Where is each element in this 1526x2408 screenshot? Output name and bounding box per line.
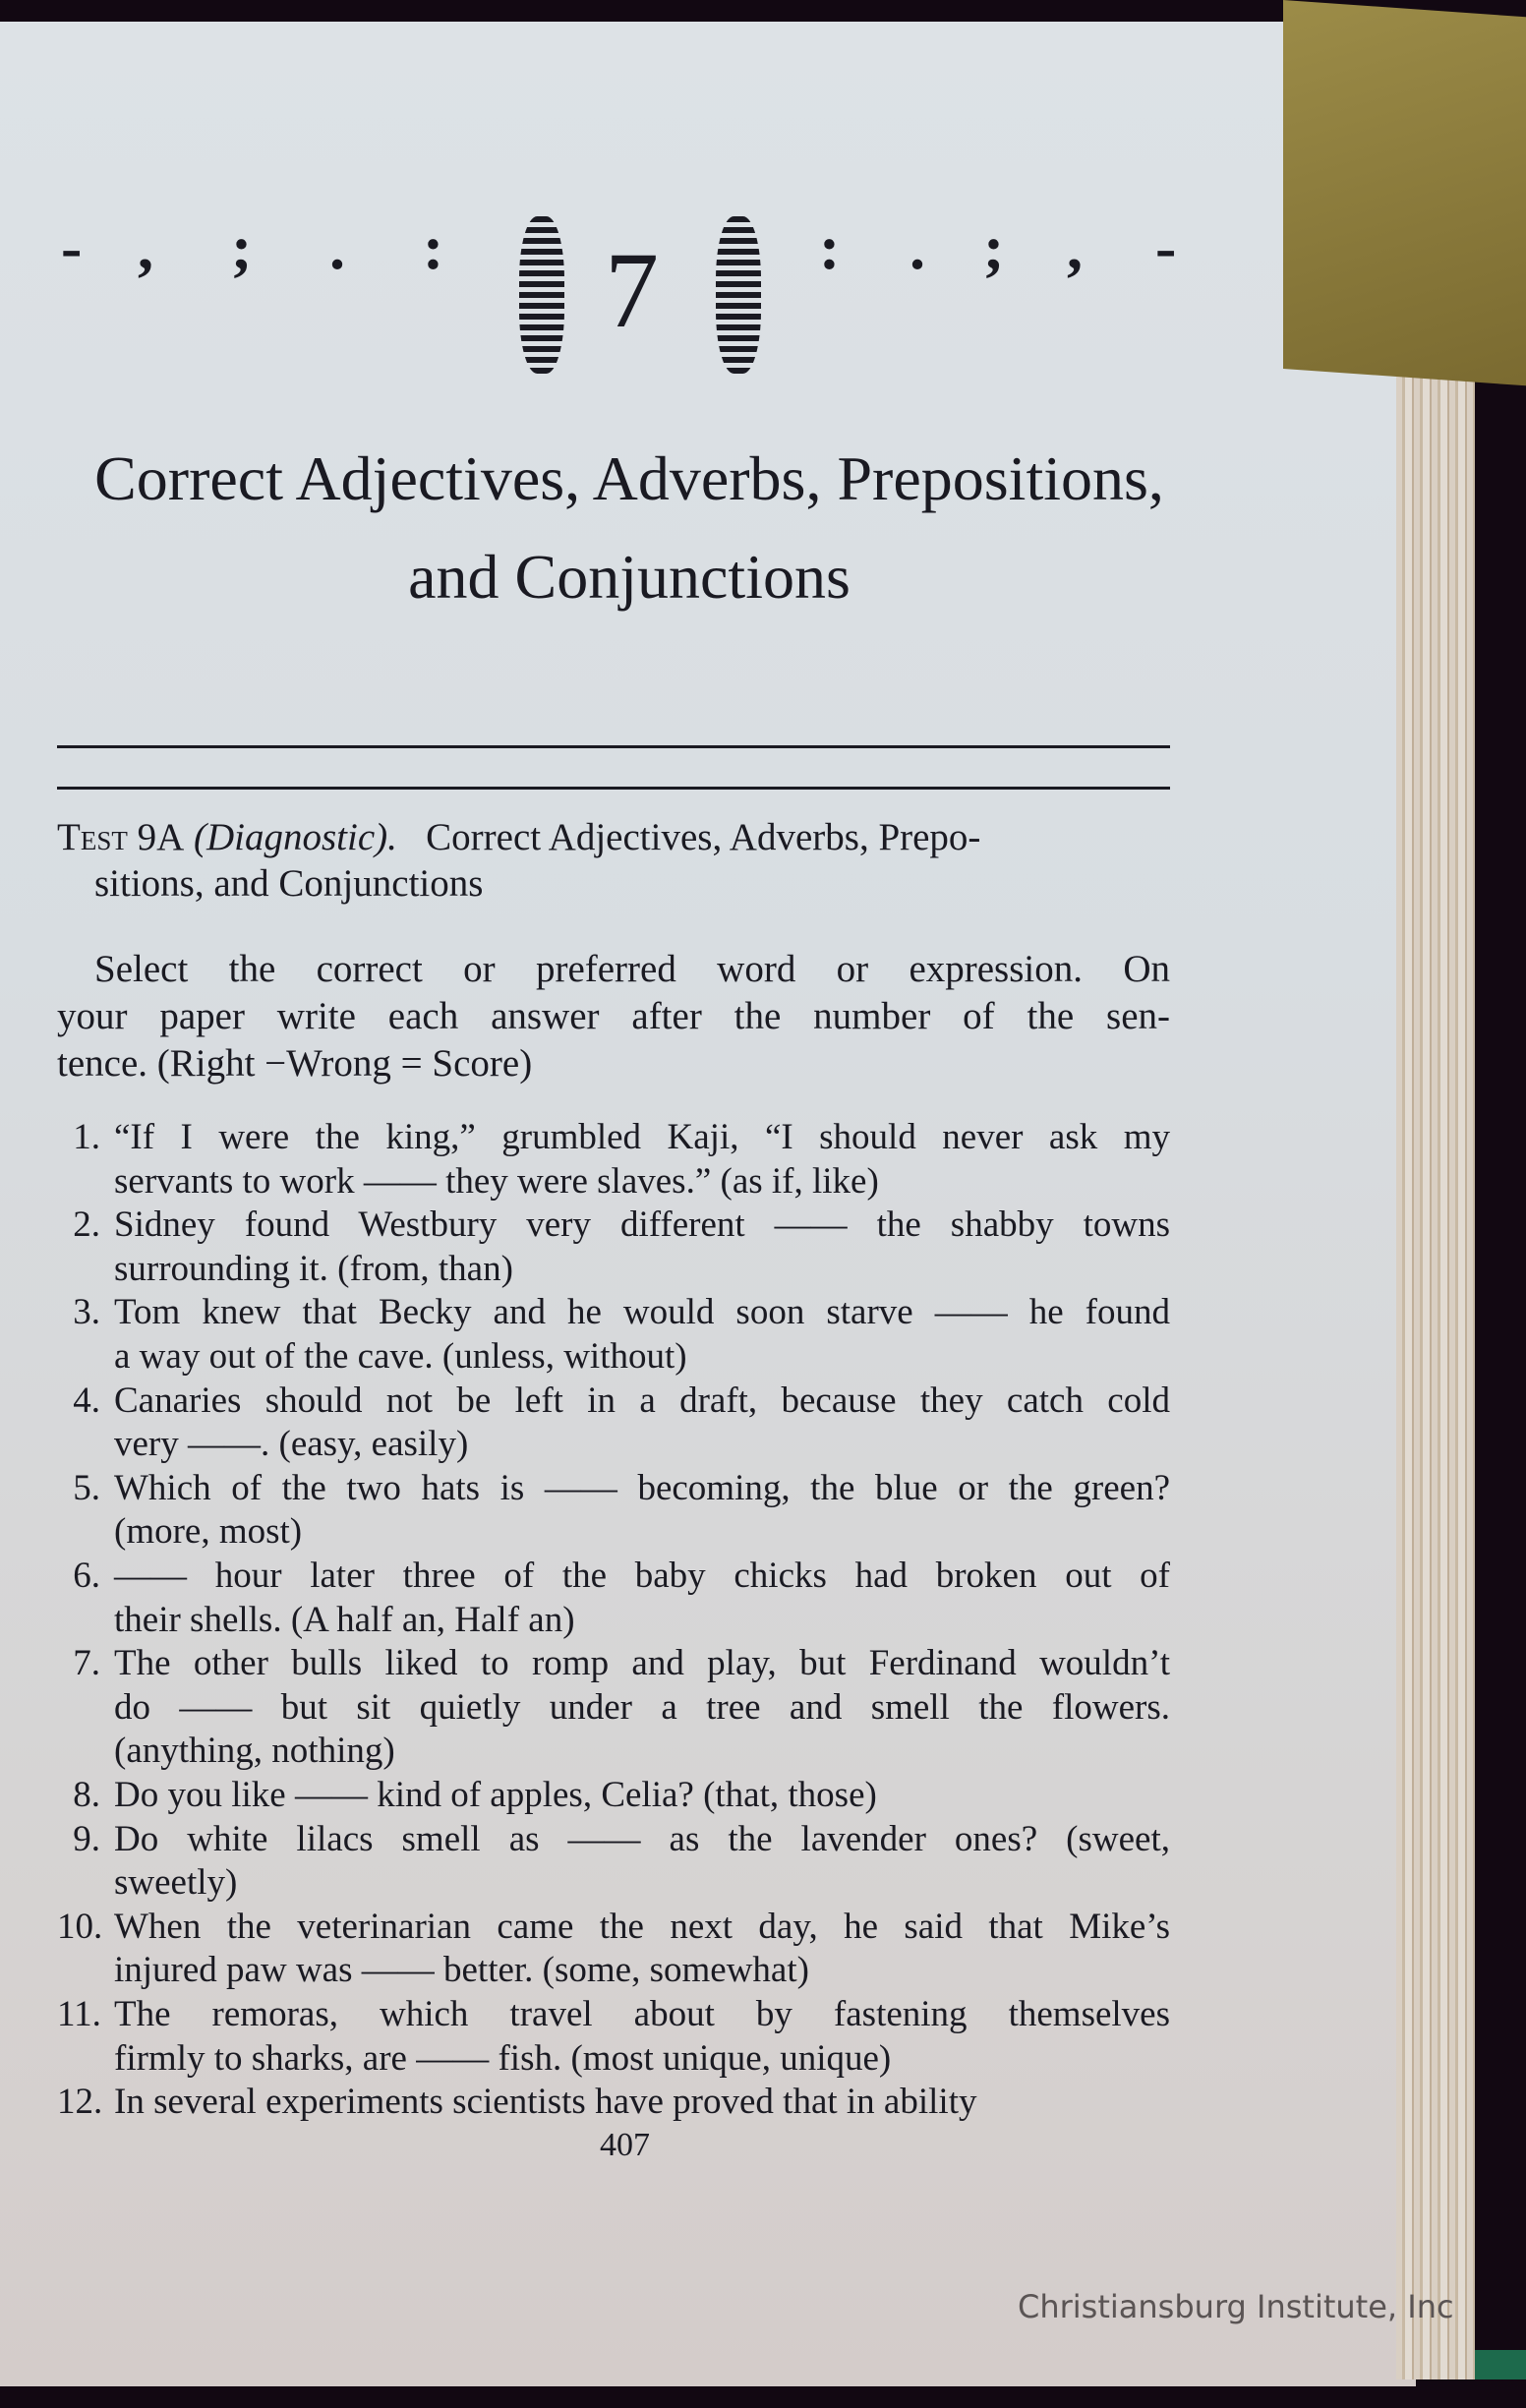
question-text [114, 1291, 1170, 1379]
book-cover-corner [1475, 2350, 1526, 2379]
right-brace-ornament [716, 216, 761, 374]
question-number: 3. [73, 1292, 100, 1333]
question-line: Do white lilacs smell as —— as the lavender ones? (sweet, [114, 1818, 1170, 1859]
question-line: firmly to sharks, are —— fish. (most unique, unique) [114, 2037, 892, 2079]
question-line: Do you like —— kind of apples, Celia? (that, those) [114, 1775, 877, 1815]
instructions-line: tence. (Right −Wrong = Score) [57, 1042, 533, 1085]
question-text [114, 1642, 1170, 1774]
page-edges [1396, 354, 1475, 2379]
divider-rule [57, 745, 1170, 748]
ornament-mark: : [819, 212, 841, 282]
test-title-cont: sitions, and Conjunctions [94, 862, 484, 905]
question-line: In several experiments scientists have proved that in ability [114, 2082, 977, 2123]
question-text [114, 1555, 1170, 1642]
question-line: —— hour later three of the baby chicks had broken out of [114, 1556, 1170, 1596]
chapter-title-line1: Correct Adjectives, Adverbs, Prepositions, [94, 443, 1164, 513]
question-number: 6. [73, 1556, 100, 1596]
question-line: “If I were the king,” grumbled Kaji, “I should never ask my [114, 1117, 1170, 1157]
test-title: Correct Adjectives, Adverbs, Prepo- [426, 816, 981, 858]
question-line: very ——. (easy, easily) [114, 1424, 469, 1465]
question-line: a way out of the cave. (unless, without) [114, 1335, 687, 1377]
instructions [57, 946, 1170, 1087]
ornament-mark: , [1067, 212, 1083, 282]
chapter-number: 7 [605, 230, 659, 350]
question-line: surrounding it. (from, than) [114, 1248, 513, 1289]
question-line: Sidney found Westbury very different —— the shabby towns [114, 1204, 1170, 1246]
question-number: 12. [57, 2082, 103, 2123]
question-number: 5. [73, 1467, 100, 1508]
question-line: Canaries should not be left in a draft, because they catch cold [114, 1380, 1170, 1421]
question-line: Which of the two hats is —— becoming, the blue or the green? [114, 1467, 1170, 1508]
question-text [114, 1204, 1170, 1291]
question-number: 10. [57, 1906, 103, 1947]
question-line: servants to work —— they were slaves.” (as if, like) [114, 1160, 879, 1202]
question-text [114, 1818, 1170, 1906]
question-line: The other bulls liked to romp and play, but Ferdinand wouldn’t [114, 1643, 1170, 1684]
question-line: do —— but sit quietly under a tree and smell the flowers. [114, 1686, 1170, 1728]
ornament-mark: , [138, 212, 153, 282]
question-text [114, 1116, 1170, 1204]
left-brace-ornament [519, 216, 564, 374]
question-number: 1. [73, 1117, 100, 1157]
test-heading [57, 814, 1170, 907]
test-kind: (Diagnostic). [194, 816, 397, 858]
question-text [114, 1906, 1170, 1993]
instructions-line: Select the correct or preferred word or expression. On [94, 948, 1170, 990]
question-text [114, 1774, 1170, 1818]
question-line: sweetly) [114, 1862, 238, 1904]
question-text [114, 2081, 1170, 2125]
ornament-mark: : [423, 212, 444, 282]
ornament-mark: - [1155, 212, 1177, 282]
question-number: 7. [73, 1643, 100, 1684]
question-number: 11. [57, 1994, 101, 2034]
ornament-mark: . [910, 212, 925, 282]
question-text [114, 1993, 1170, 2081]
question-line: The remoras, which travel about by fastening themselves [114, 1994, 1170, 2034]
question-number: 8. [73, 1775, 100, 1815]
question-line: their shells. (A half an, Half an) [114, 1599, 575, 1640]
question-number: 9. [73, 1818, 100, 1859]
watermark: Christiansburg Institute, Inc [1018, 2288, 1454, 2325]
chapter-title-line2: and Conjunctions [408, 542, 851, 612]
ornament-mark: . [329, 212, 345, 282]
question-text [114, 1380, 1170, 1467]
test-label: Test 9A [57, 816, 185, 858]
question-text [114, 1467, 1170, 1555]
ornament-mark: - [61, 212, 83, 282]
instructions-line: your paper write each answer after the number of the sen- [57, 995, 1170, 1037]
question-line: (more, most) [114, 1511, 303, 1553]
question-line: (anything, nothing) [114, 1731, 395, 1772]
question-number: 2. [73, 1204, 100, 1246]
ornament-mark: ; [983, 212, 1005, 282]
question-line: injured paw was —— better. (some, somewhat) [114, 1950, 809, 1991]
question-line: When the veterinarian came the next day, he said that Mike’s [114, 1906, 1170, 1947]
question-line: Tom knew that Becky and he would soon starve —— he found [114, 1292, 1170, 1333]
bookmark-tab [1283, 0, 1526, 386]
question-number: 4. [73, 1380, 100, 1421]
ornament-mark: ; [231, 212, 253, 282]
page-number: 407 [600, 2127, 650, 2163]
divider-rule [57, 787, 1170, 790]
